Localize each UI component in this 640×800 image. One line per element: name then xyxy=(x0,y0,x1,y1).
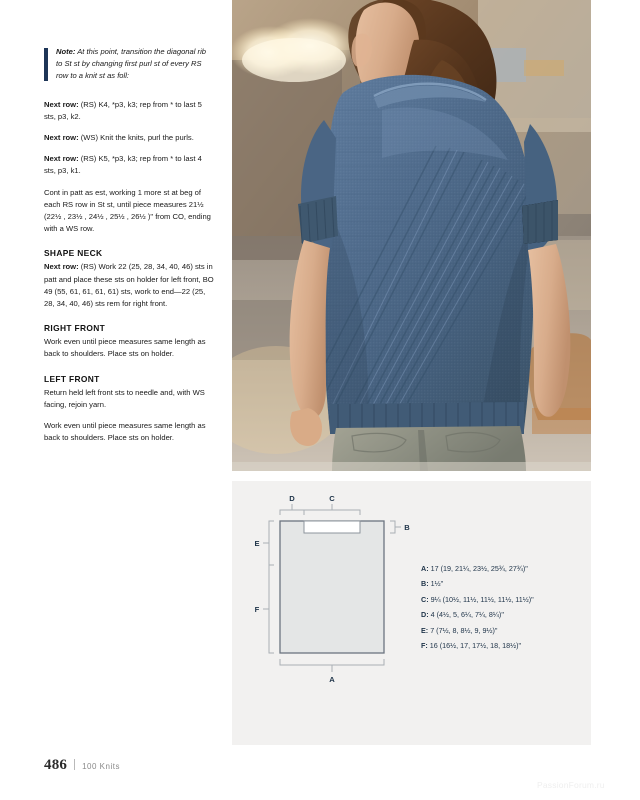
legend-key-f: F: xyxy=(421,641,428,651)
schematic-label-F: F xyxy=(254,605,260,614)
legend-row-f xyxy=(421,638,586,653)
legend-value-b: 1½" xyxy=(430,579,444,589)
schematic-top-brackets xyxy=(280,504,360,515)
note-callout xyxy=(44,46,214,83)
legend-row-d xyxy=(421,607,586,622)
legend-key-c: C: xyxy=(421,594,429,604)
note-body: At this point, transition the diagonal rib to St st by changing first purl st of every RS row to a knit st as foll: xyxy=(56,47,206,81)
next-row-paragraph-1 xyxy=(44,99,214,123)
shape-neck-body: (RS) Work 22 (25, 28, 34, 40, 46) sts in patt and place these sts on holder for left front, BO 49 (55, 61, 61, 61, 61) sts, work to end—22 (25, 28, 34, 40, 46) sts rem for right front. xyxy=(44,262,214,309)
left-front-paragraph-2: Work even until piece measures same length as back to shoulders. Place sts on holder. xyxy=(44,421,206,443)
legend-key-e: E: xyxy=(421,625,429,635)
instructions-column xyxy=(44,46,214,453)
next-row-lead-3: Next row: xyxy=(44,154,79,164)
legend-value-c: 9¼ (10½, 11½, 11½, 11½, 11½)" xyxy=(430,594,534,604)
measurements-legend xyxy=(421,561,586,653)
schematic-label-A: A xyxy=(329,675,335,684)
legend-value-d: 4 (4½, 5, 6¼, 7¼, 8¼)" xyxy=(430,610,504,620)
note-lead: Note: xyxy=(56,47,76,56)
schematic-label-B: B xyxy=(404,523,410,532)
schematic-label-D: D xyxy=(289,494,295,503)
schematic-bracket-B xyxy=(390,521,401,533)
note-accent-bar xyxy=(44,48,48,81)
schematic-panel xyxy=(232,481,591,745)
next-row-paragraph-3 xyxy=(44,153,214,177)
garment-photo xyxy=(232,0,591,471)
legend-value-e: 7 (7½, 8, 8½, 9, 9½)" xyxy=(430,625,498,635)
next-row-lead-1: Next row: xyxy=(44,99,79,109)
page-number: 486 xyxy=(44,757,68,773)
schematic-neck-opening xyxy=(304,521,360,533)
next-row-body-2: (WS) Knit the knits, purl the purls. xyxy=(80,133,194,143)
next-row-body-1: (RS) K4, *p3, k3; rep from * to last 5 sts, p3, k2. xyxy=(44,99,202,121)
schematic-label-C: C xyxy=(329,494,335,503)
note-text xyxy=(56,46,214,83)
legend-key-a: A: xyxy=(421,564,429,573)
legend-value-a: 17 (19, 21¼, 23½, 25¾, 27¾)" xyxy=(430,564,528,573)
legend-value-f: 16 (16½, 17, 17½, 18, 18½)" xyxy=(429,641,522,651)
section-heading-shape-neck: SHAPE NECK xyxy=(44,248,103,259)
section-heading-left-front: LEFT FRONT xyxy=(44,373,100,384)
legend-row-b xyxy=(421,576,586,591)
schematic-left-brackets xyxy=(263,521,274,653)
legend-row-e xyxy=(421,623,586,638)
next-row-body-3: (RS) K5, *p3, k3; rep from * to last 4 sts, p3, k1. xyxy=(44,154,202,176)
cont-in-patt-paragraph: Cont in patt as est, working 1 more st at beg of each RS row in St st, until piece measures 21½ (22½ , 23½ , 24½ , 25½ , 26½ )" from CO, ending with a WS row. xyxy=(44,187,211,234)
legend-key-d: D: xyxy=(421,610,429,620)
page-footer xyxy=(44,757,120,774)
schematic-bottom-bracket xyxy=(280,659,384,672)
left-front-paragraph-1: Return held left front sts to needle and, with WS facing, rejoin yarn. xyxy=(44,387,205,409)
shape-neck-paragraph xyxy=(44,261,214,310)
legend-row-c xyxy=(421,592,586,607)
schematic-diagram xyxy=(250,493,420,723)
site-watermark: PassionForum.ru xyxy=(537,780,605,790)
schematic-label-E: E xyxy=(254,539,260,548)
section-heading-right-front: RIGHT FRONT xyxy=(44,323,106,334)
book-title: 100 Knits xyxy=(82,762,120,771)
legend-key-b: B: xyxy=(421,579,429,589)
schematic-body-shape xyxy=(280,521,384,653)
next-row-lead-2: Next row: xyxy=(44,133,79,143)
legend-row-a xyxy=(421,561,586,576)
shape-neck-lead: Next row: xyxy=(44,262,79,272)
footer-divider xyxy=(74,759,75,770)
right-front-paragraph-1: Work even until piece measures same length as back to shoulders. Place sts on holder. xyxy=(44,337,206,359)
next-row-paragraph-2 xyxy=(44,132,214,144)
